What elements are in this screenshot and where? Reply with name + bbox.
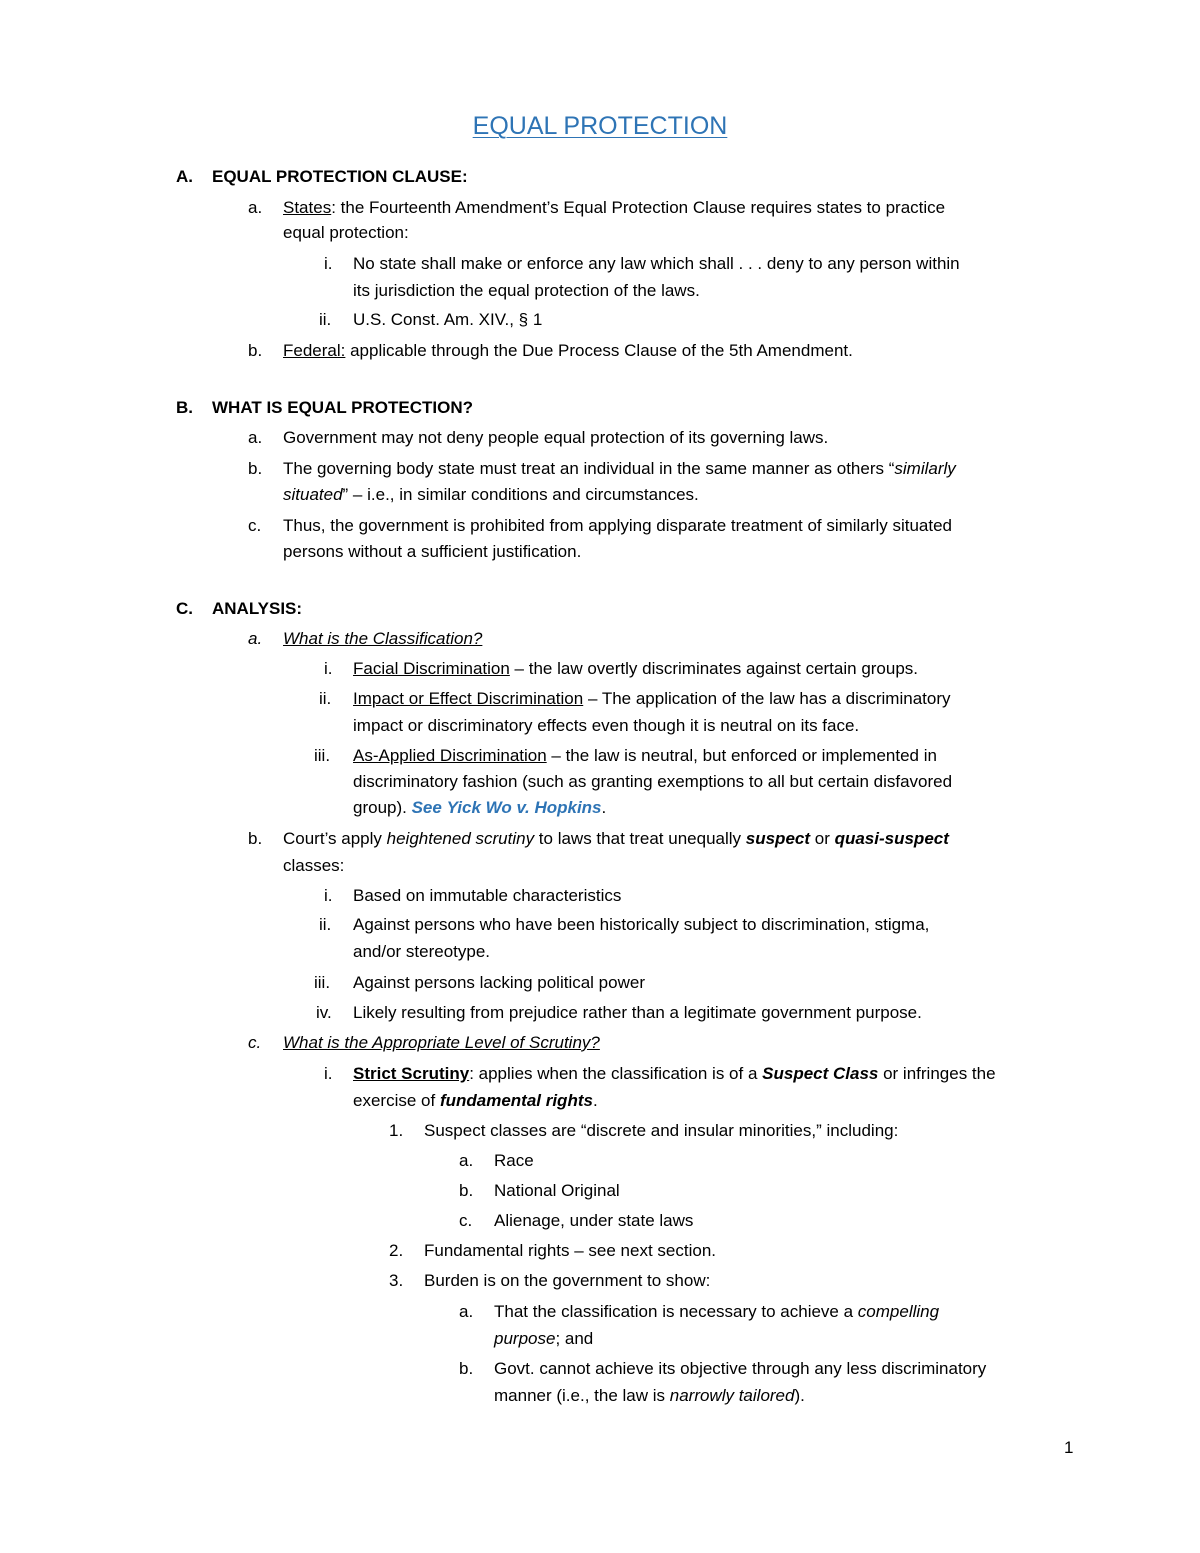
c-b-iii-text: Against persons lacking political power (353, 973, 645, 992)
n1-b-text: National Original (494, 1181, 620, 1200)
c-b-ii-line1: Against persons who have been historically subject to discrimination, stigma, (353, 915, 930, 934)
c-b-iv-text: Likely resulting from prejudice rather than a legitimate government purpose. (353, 1003, 922, 1022)
c-b-iv-label: iv. (316, 1003, 332, 1022)
narrowly-tailored-term: narrowly tailored (669, 1386, 795, 1405)
c-b-t4: suspect (745, 829, 811, 848)
a-a-i-line2: its jurisdiction the equal protection of the laws. (353, 281, 700, 300)
c-c-i-line1 (353, 1063, 996, 1085)
strict-scrutiny-term: Strict Scrutiny (353, 1064, 470, 1083)
suspect-class-term: Suspect Class (762, 1064, 879, 1083)
c-b-t2: heightened scrutiny (386, 829, 535, 848)
a-a-i-label: i. (324, 254, 333, 273)
n1-text: Suspect classes are “discrete and insular minorities,” including: (424, 1121, 899, 1140)
c-a-iii-text3: group). (353, 798, 412, 817)
n3-a-l2b: ; and (555, 1329, 594, 1348)
c-b-t3: to laws that treat unequally (534, 829, 746, 848)
c-a-ii-line1 (353, 688, 951, 710)
b-c-label: c. (248, 516, 262, 535)
n3-label: 3. (389, 1271, 404, 1290)
n3-b-label: b. (459, 1359, 474, 1378)
b-b-line2 (283, 484, 699, 506)
c-b-i-label: i. (324, 886, 333, 905)
c-c-i-t3: or infringes the (878, 1064, 996, 1083)
see-signal: See (411, 798, 442, 817)
c-a-iii-label: iii. (314, 746, 331, 765)
a-a-ii-label: ii. (319, 310, 332, 329)
n3-a-label: a. (459, 1302, 474, 1321)
c-a-iii-text1: – the law is neutral, but enforced or implemented in (546, 746, 937, 765)
a-a-line2: equal protection: (283, 223, 409, 242)
fundamental-rights-term: fundamental rights (439, 1091, 593, 1110)
c-b-t5: or (810, 829, 835, 848)
section-b-label: B. (176, 398, 193, 417)
c-b-ii-label: ii. (319, 915, 332, 934)
section-c-label: C. (176, 599, 193, 618)
a-a-line1 (283, 197, 945, 219)
c-c-label: c. (248, 1033, 262, 1052)
facial-term: Facial Discrimination (353, 659, 510, 678)
c-a-i-label: i. (324, 659, 333, 678)
page-number: 1 (1064, 1438, 1074, 1457)
c-a-iii-line2: discriminatory fashion (such as granting exemptions to all but certain disfavored (353, 772, 953, 791)
c-c-i-t1: : applies when the classification is of a (469, 1064, 763, 1083)
as-applied-term: As-Applied Discrimination (353, 746, 547, 765)
n3-b-line2 (494, 1385, 805, 1407)
n1-a-text: Race (494, 1151, 534, 1170)
c-b-line2: classes: (283, 856, 345, 875)
n3-a-t1: That the classification is necessary to achieve a (494, 1302, 858, 1321)
b-a-text: Government may not deny people equal protection of its governing laws. (283, 428, 829, 447)
c-a-i-text: – the law overtly discriminates against certain groups. (509, 659, 919, 678)
c-c-i-l2a: exercise of (353, 1091, 440, 1110)
c-a-ii-text1: – The application of the law has a discriminatory (583, 689, 951, 708)
c-b-t1: Court’s apply (283, 829, 387, 848)
page-title: EQUAL PROTECTION (472, 112, 728, 140)
a-a-label: a. (248, 198, 263, 217)
c-b-line1 (283, 828, 949, 850)
c-b-t6: quasi-suspect (834, 829, 949, 848)
c-b-label: b. (248, 829, 263, 848)
b-b-text1: The governing body state must treat an individual in the same manner as others “ (283, 459, 895, 478)
compelling-term: compelling (857, 1302, 940, 1321)
a-b-text: applicable through the Due Process Clause of the 5th Amendment. (345, 341, 853, 360)
c-c-text: What is the Appropriate Level of Scrutiny? (283, 1033, 600, 1052)
n1-a-label: a. (459, 1151, 474, 1170)
b-b-italic1: similarly (894, 459, 956, 478)
a-a-i-line1: No state shall make or enforce any law which shall . . . deny to any person within (353, 254, 960, 273)
n3-b-l2c: ). (794, 1386, 805, 1405)
states-term: States (283, 198, 332, 217)
n3-text: Burden is on the government to show: (424, 1271, 711, 1290)
c-a-iii-line3 (353, 797, 606, 819)
c-a-i-line (353, 658, 918, 680)
c-b-i-text: Based on immutable characteristics (353, 886, 622, 905)
impact-term: Impact or Effect Discrimination (353, 689, 584, 708)
c-a-ii-line2: impact or discriminatory effects even though it is neutral on its face. (353, 716, 860, 735)
n3-a-line2 (494, 1328, 593, 1350)
c-a-iii-line1 (353, 745, 937, 767)
b-a-label: a. (248, 428, 263, 447)
b-b-text2: ” – i.e., in similar conditions and circumstances. (342, 485, 699, 504)
n3-a-line1 (494, 1301, 939, 1323)
section-b-heading: WHAT IS EQUAL PROTECTION? (212, 398, 473, 417)
section-a-label: A. (176, 167, 193, 186)
n1-c-text: Alienage, under state laws (494, 1211, 694, 1230)
c-c-i-label: i. (324, 1064, 333, 1083)
b-b-italic2: situated (283, 485, 343, 504)
b-b-label: b. (248, 459, 263, 478)
federal-term: Federal: (283, 341, 346, 360)
n2-text: Fundamental rights – see next section. (424, 1241, 716, 1260)
b-c-line1: Thus, the government is prohibited from applying disparate treatment of similarly situated (283, 516, 952, 535)
b-c-line2: persons without a sufficient justification. (283, 542, 582, 561)
section-a-heading: EQUAL PROTECTION CLAUSE: (212, 167, 468, 186)
c-b-ii-line2: and/or stereotype. (353, 942, 491, 961)
a-b-label: b. (248, 341, 263, 360)
b-b-line1 (283, 458, 956, 480)
a-b-line (283, 340, 853, 362)
c-c-i-line2 (353, 1090, 598, 1112)
c-a-text: What is the Classification? (283, 629, 483, 648)
n2-label: 2. (389, 1241, 404, 1260)
n1-b-label: b. (459, 1181, 474, 1200)
n1-c-label: c. (459, 1211, 473, 1230)
n1-label: 1. (389, 1121, 404, 1140)
a-a-text1: : the Fourteenth Amendment’s Equal Protection Clause requires states to practice (331, 198, 946, 217)
purpose-term: purpose (494, 1329, 556, 1348)
c-c-i-l2c: . (592, 1091, 598, 1110)
a-a-ii-text: U.S. Const. Am. XIV., § 1 (353, 310, 543, 329)
c-b-iii-label: iii. (314, 973, 331, 992)
n3-b-l2a: manner (i.e., the law is (494, 1386, 670, 1405)
c-a-label: a. (248, 629, 263, 648)
n3-b-line1: Govt. cannot achieve its objective through any less discriminatory (494, 1359, 987, 1378)
case-citation: Yick Wo v. Hopkins (446, 798, 602, 817)
c-a-iii-end: . (601, 798, 607, 817)
section-c-heading: ANALYSIS: (212, 599, 303, 618)
c-a-ii-label: ii. (319, 689, 332, 708)
